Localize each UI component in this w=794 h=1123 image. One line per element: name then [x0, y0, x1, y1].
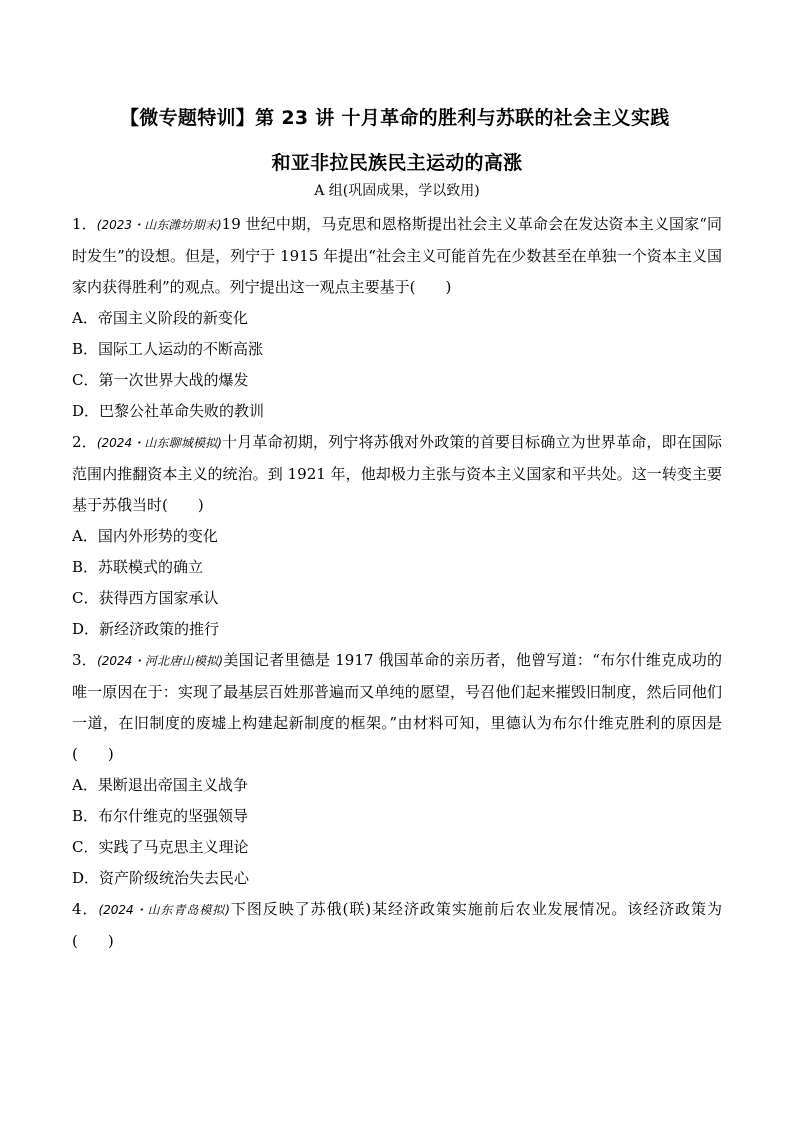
question-number: 1． — [72, 215, 97, 233]
question-source: (2024・河北唐山模拟) — [97, 654, 224, 668]
question-3 — [72, 645, 722, 894]
question-source: (2024・山东聊城模拟) — [96, 436, 222, 450]
option-a: A．果断退出帝国主义战争 — [72, 776, 248, 794]
option-b: B．布尔什维克的坚强领导 — [72, 807, 249, 825]
section-heading: A 组(巩固成果，学以致用) — [314, 183, 480, 199]
question-4 — [72, 894, 722, 957]
question-source: (2024・山东青岛模拟) — [98, 903, 230, 917]
page-title-line-2: 和亚非拉民族民主运动的高涨 — [271, 152, 523, 174]
question-list — [72, 209, 722, 957]
question-text: 十月革命初期，列宁将苏俄对外政策的首要目标确立为世界革命，即在国际范围内推翻资本主义的统治。到 1921 年，他却极力主张与资本主义国家和平共处。这一转变主要基于苏俄当时( ) — [72, 433, 723, 514]
question-stem — [72, 894, 722, 957]
question-text: 下图反映了苏俄(联)某经济政策实施前后农业发展情况。该经济政策为( ) — [72, 900, 723, 950]
question-1 — [72, 209, 722, 427]
option-b: B．国际工人运动的不断高涨 — [72, 340, 264, 358]
question-2 — [72, 427, 722, 645]
option-c: C．实践了马克思主义理论 — [72, 838, 249, 856]
option-d: D．新经济政策的推行 — [72, 620, 220, 638]
option-d: D．巴黎公社革命失败的教训 — [72, 402, 265, 420]
option-a: A．国内外形势的变化 — [72, 527, 218, 545]
question-stem — [72, 209, 722, 303]
question-text: 19 世纪中期，马克思和恩格斯提出社会主义革命会在发达资本主义国家“同时发生”的设想。但是，列宁于 1915 年提出“社会主义可能首先在少数甚至在单独一个资本主义国家内获得胜利”的观点。列宁提出这一观点主要基于( ) — [72, 215, 723, 296]
option-c: C．获得西方国家承认 — [72, 589, 219, 607]
question-stem — [72, 427, 722, 521]
option-b: B．苏联模式的确立 — [72, 558, 204, 576]
page-title-line-1: 【微专题特训】第 23 讲 十月革命的胜利与苏联的社会主义实践 — [120, 107, 670, 129]
question-number: 2． — [72, 433, 97, 451]
question-number: 3． — [72, 651, 98, 669]
option-a: A．帝国主义阶段的新变化 — [72, 309, 248, 327]
option-d: D．资产阶级统治失去民心 — [72, 869, 250, 887]
question-text: 美国记者里德是 1917 俄国革命的亲历者，他曾写道：“布尔什维克成功的唯一原因在于：实现了最基层百姓那普遍而又单纯的愿望，号召他们起来摧毁旧制度，然后同他们一道，在旧制度的废墟上构建起新制度的框架。”由材料可知，里德认为布尔什维克胜利的原因是( ) — [72, 651, 722, 763]
question-stem — [72, 645, 722, 770]
option-c: C．第一次世界大战的爆发 — [72, 371, 249, 389]
question-source: (2023・山东潍坊期末) — [96, 218, 222, 232]
question-number: 4． — [72, 900, 99, 918]
